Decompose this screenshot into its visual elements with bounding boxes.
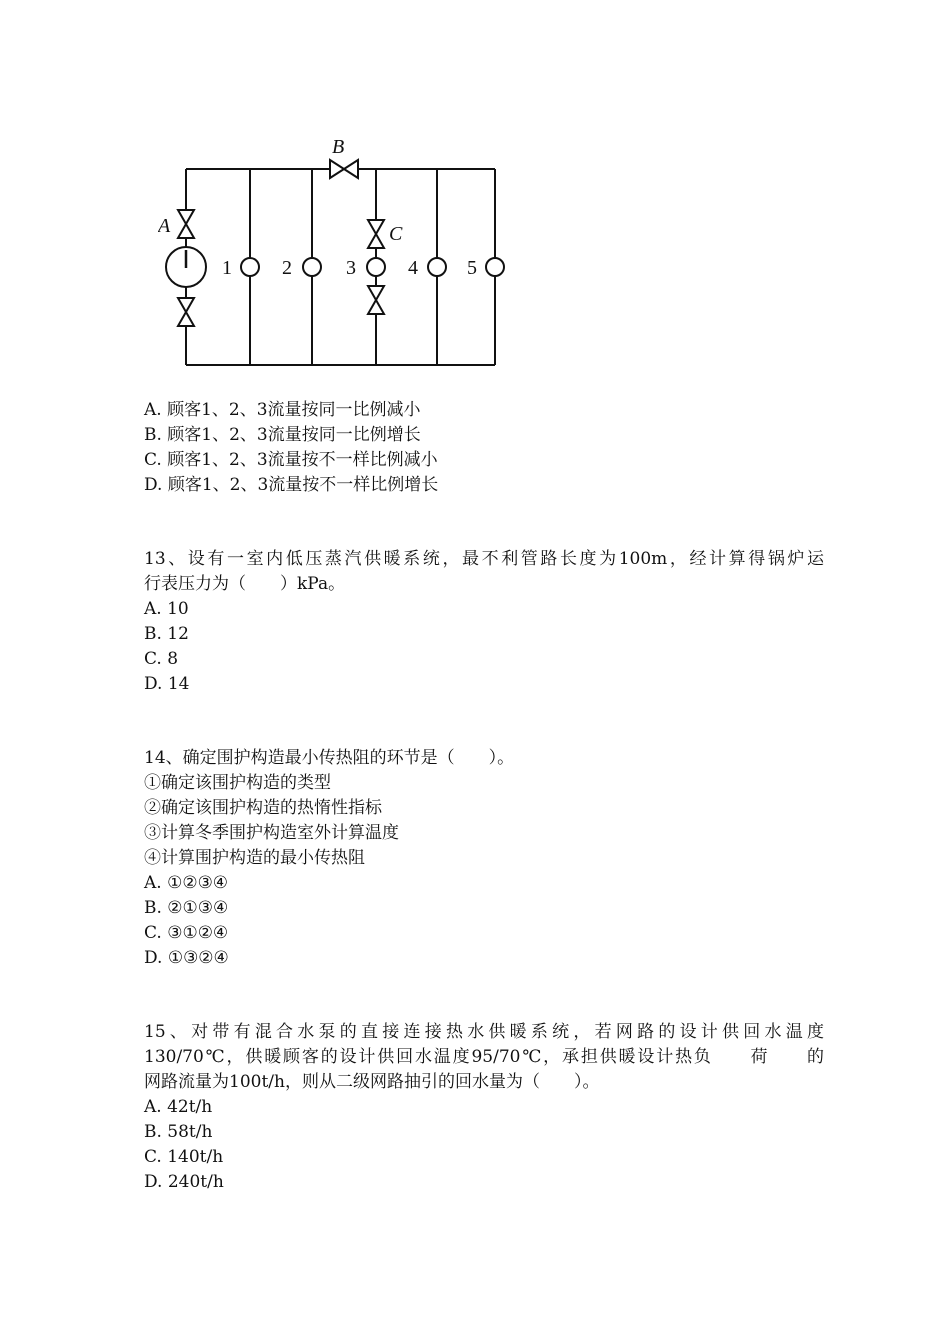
option-a: A. 42t/h	[144, 1097, 213, 1117]
valve-a-top-icon	[178, 210, 194, 238]
heating-network-diagram	[158, 132, 508, 377]
valve-b-icon	[330, 160, 358, 178]
step-1: ①确定该围护构造的类型	[144, 773, 331, 793]
question-13	[144, 547, 824, 697]
option-c: C. ③①②④	[144, 923, 229, 943]
question-15-stem-line-1: 15、对带有混合水泵的直接连接热水供暖系统，若网路的设计供回水温度	[144, 1022, 824, 1042]
question-13-stem-line-1: 13、设有一室内低压蒸汽供暖系统，最不利管路长度为100m，经计算得锅炉运	[144, 549, 824, 569]
user-3-label: 3	[346, 257, 356, 279]
label-b: B	[332, 136, 345, 158]
question-15-stem-line-3: 网路流量为100t/h，则从二级网路抽引的回水量为（ ）。	[144, 1072, 600, 1092]
option-b: B. 12	[144, 624, 189, 644]
user-2-label: 2	[282, 257, 292, 279]
option-c: C. 8	[144, 649, 179, 669]
option-d: D. 14	[144, 674, 190, 694]
option-c: C. 140t/h	[144, 1147, 224, 1167]
valve-a-bottom-icon	[178, 298, 194, 326]
user-3-circle	[367, 258, 385, 276]
option-c: C. 顾客1、2、3流量按不一样比例减小	[144, 450, 438, 470]
option-b: B. ②①③④	[144, 898, 229, 918]
user-5-circle	[486, 258, 504, 276]
user-2-circle	[303, 258, 321, 276]
option-a: A. 10	[144, 599, 189, 619]
question-15	[144, 1020, 824, 1195]
option-a: A. 顾客1、2、3流量按同一比例减小	[144, 400, 421, 420]
label-a: A	[158, 215, 171, 237]
user-4-circle	[428, 258, 446, 276]
label-c: C	[389, 223, 403, 245]
user-5-label: 5	[467, 257, 477, 279]
step-2: ②确定该围护构造的热惰性指标	[144, 798, 382, 818]
user-1-circle	[241, 258, 259, 276]
valve-c-icon	[368, 220, 384, 248]
option-d: D. ①③②④	[144, 948, 229, 968]
option-b: B. 58t/h	[144, 1122, 213, 1142]
option-b: B. 顾客1、2、3流量按同一比例增长	[144, 425, 421, 445]
question-14-stem: 14、确定围护构造最小传热阻的环节是（ ）。	[144, 748, 515, 768]
step-4: ④计算围护构造的最小传热阻	[144, 848, 365, 868]
option-a: A. ①②③④	[144, 873, 229, 893]
option-d: D. 顾客1、2、3流量按不一样比例增长	[144, 475, 439, 495]
question-15-stem-line-2: 130/70℃，供暖顾客的设计供回水温度95/70℃，承担供暖设计热负 荷 的	[144, 1047, 824, 1067]
step-3: ③计算冬季围护构造室外计算温度	[144, 823, 399, 843]
option-d: D. 240t/h	[144, 1172, 224, 1192]
question-12-options	[144, 398, 824, 498]
question-14	[144, 746, 824, 971]
valve-3-lower-icon	[368, 286, 384, 314]
user-4-label: 4	[408, 257, 418, 279]
question-13-stem-line-2: 行表压力为（ ）kPa。	[144, 574, 346, 594]
user-1-label: 1	[222, 257, 232, 279]
